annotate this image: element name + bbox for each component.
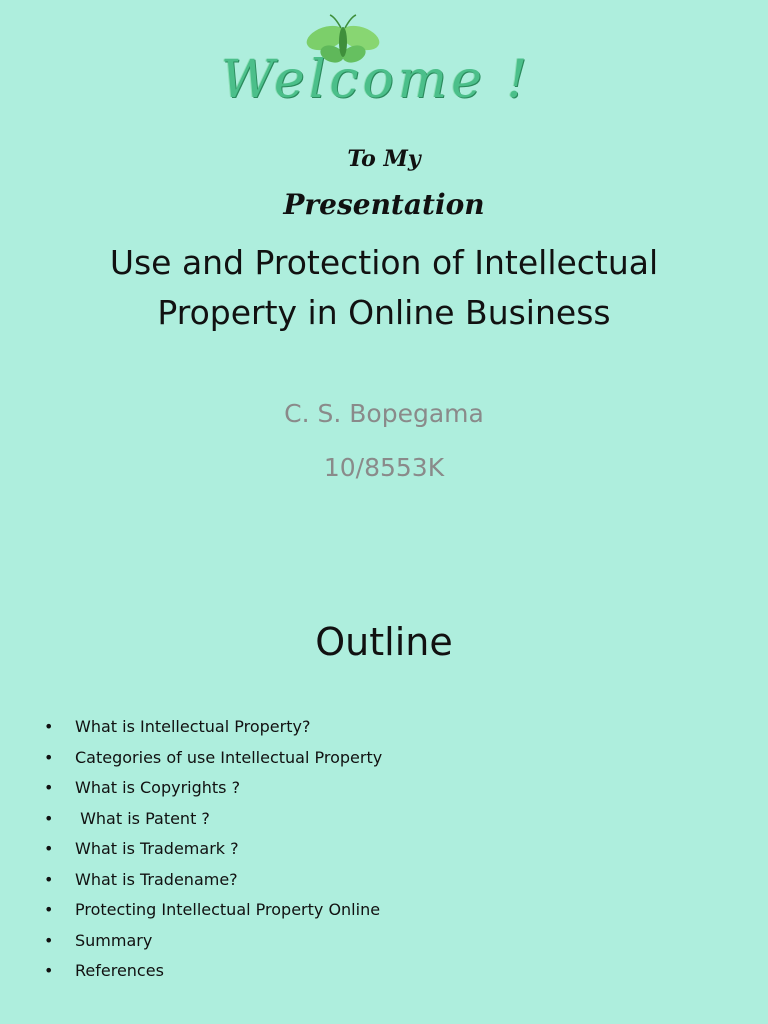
list-item-text: What is Tradename? xyxy=(75,869,238,889)
presentation-text: Presentation xyxy=(283,188,485,221)
list-item xyxy=(44,895,382,926)
slide-outline xyxy=(0,576,768,1024)
list-item-text: Summary xyxy=(75,930,153,950)
title-line-1: Use and Protection of Intellectual xyxy=(109,243,659,282)
bullet-icon: • xyxy=(44,900,54,919)
author-name: C. S. Bopegama xyxy=(284,399,484,428)
presentation-title xyxy=(60,238,708,338)
bullet-icon: • xyxy=(44,869,54,889)
bullet-icon: • xyxy=(44,778,54,797)
list-item xyxy=(44,804,382,835)
list-item xyxy=(44,865,382,896)
outline-list xyxy=(44,712,382,987)
list-item-text: Protecting Intellectual Property Online xyxy=(75,900,381,919)
list-item xyxy=(44,956,382,987)
list-item-text: Categories of use Intellectual Property xyxy=(75,747,383,767)
bullet-icon: • xyxy=(44,930,54,950)
bullet-icon: • xyxy=(44,717,54,736)
list-item xyxy=(44,743,382,774)
outline-heading: Outline xyxy=(315,620,453,664)
list-item xyxy=(44,926,382,957)
list-item xyxy=(44,834,382,865)
list-item xyxy=(44,712,382,743)
list-item-text: What is Patent ? xyxy=(75,808,210,828)
list-item-text: What is Trademark ? xyxy=(75,839,239,858)
list-item-text: What is Intellectual Property? xyxy=(75,717,311,736)
list-item-text: References xyxy=(75,961,164,980)
list-item xyxy=(44,773,382,804)
bullet-icon: • xyxy=(44,808,54,828)
welcome-heading: Welcome ! xyxy=(220,50,532,110)
bullet-icon: • xyxy=(44,839,54,858)
to-my-text: To My xyxy=(347,146,421,172)
bullet-icon: • xyxy=(44,747,54,767)
author-id: 10/8553K xyxy=(323,453,445,482)
list-item-text: What is Copyrights ? xyxy=(75,778,241,797)
title-line-2: Property in Online Business xyxy=(157,293,611,332)
bullet-icon: • xyxy=(44,961,54,980)
